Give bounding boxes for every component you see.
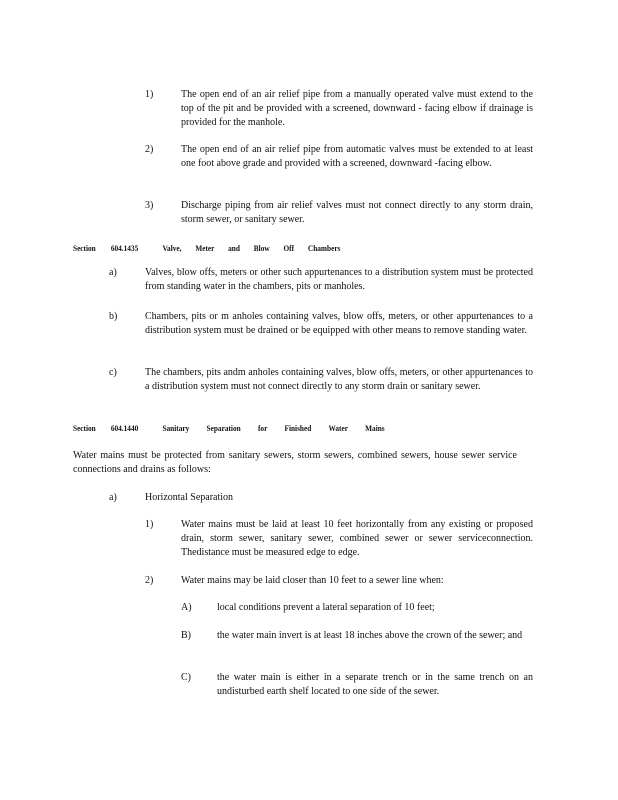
item-text: Water mains must be laid at least 10 feet horizontally from any existing or proposed drain, storm sewer, sanitary sewer, combined sewer or sewer serviceconnection. Thedistance must be measured edge to edge.	[181, 519, 533, 558]
item-text: The open end of an air relief pipe from a manually operated valve must extend to the top of the pit and be provided with a screened, downward - facing elbow if drainage is provided for the manhole.	[181, 89, 533, 128]
item-number: B)	[181, 630, 191, 641]
item-text: local conditions prevent a lateral separation of 10 feet;	[217, 602, 435, 613]
item-text: the water main invert is at least 18 inches above the crown of the sewer; and	[217, 630, 523, 641]
item-number: a)	[109, 492, 117, 503]
section-title: Sanitary Separation for Finished Water Mains	[162, 423, 385, 433]
item-number: A)	[181, 602, 192, 613]
item-text: the water main is either in a separate trench or in the same trench on an undisturbed earth shelf located to one side of the sewer.	[217, 672, 533, 697]
intro-paragraph: Water mains must be protected from sanitary sewers, storm sewers, combined sewers, house sewer service connections and drains as follows:	[73, 450, 517, 475]
section-title: Valve, Meter and Blow Off Chambers	[162, 243, 341, 253]
item-text: Discharge piping from air relief valves must not connect directly to any storm drain, storm sewer, or sanitary sewer.	[181, 200, 533, 225]
item-number: 1)	[145, 89, 154, 100]
item-number: 1)	[145, 519, 154, 530]
item-number: 3)	[145, 200, 154, 211]
item-number: 2)	[145, 575, 154, 586]
item-text: The open end of an air relief pipe from automatic valves must be extended to at least one foot above grade and provided with a screened, downward -facing elbow.	[181, 144, 533, 169]
section-heading	[73, 422, 385, 434]
item-text: Chambers, pits or m anholes containing valves, blow offs, meters, or other appurtenances to a distribution system must be drained or be equipped with other means to remove standing water.	[145, 311, 533, 336]
item-number: b)	[109, 311, 118, 322]
section-label: Section	[73, 243, 96, 253]
item-text: The chambers, pits andm anholes containing valves, blow offs, meters, or other appurtenances to a distribution system must not connect directly to any storm drain or sanitary sewer.	[145, 367, 533, 392]
section-number: 604.1435	[110, 243, 139, 253]
item-number: C)	[181, 672, 191, 683]
section-label: Section	[73, 423, 96, 433]
section-number: 604.1440	[110, 423, 139, 433]
item-text: Water mains may be laid closer than 10 feet to a sewer line when:	[181, 575, 444, 586]
item-text: Valves, blow offs, meters or other such appurtenances to a distribution system must be protected from standing water in the chambers, pits or manholes.	[145, 267, 533, 292]
item-number: 2)	[145, 144, 154, 155]
section-heading	[73, 242, 340, 254]
item-text: Horizontal Separation	[145, 492, 234, 503]
item-number: c)	[109, 367, 117, 378]
item-number: a)	[109, 267, 117, 278]
